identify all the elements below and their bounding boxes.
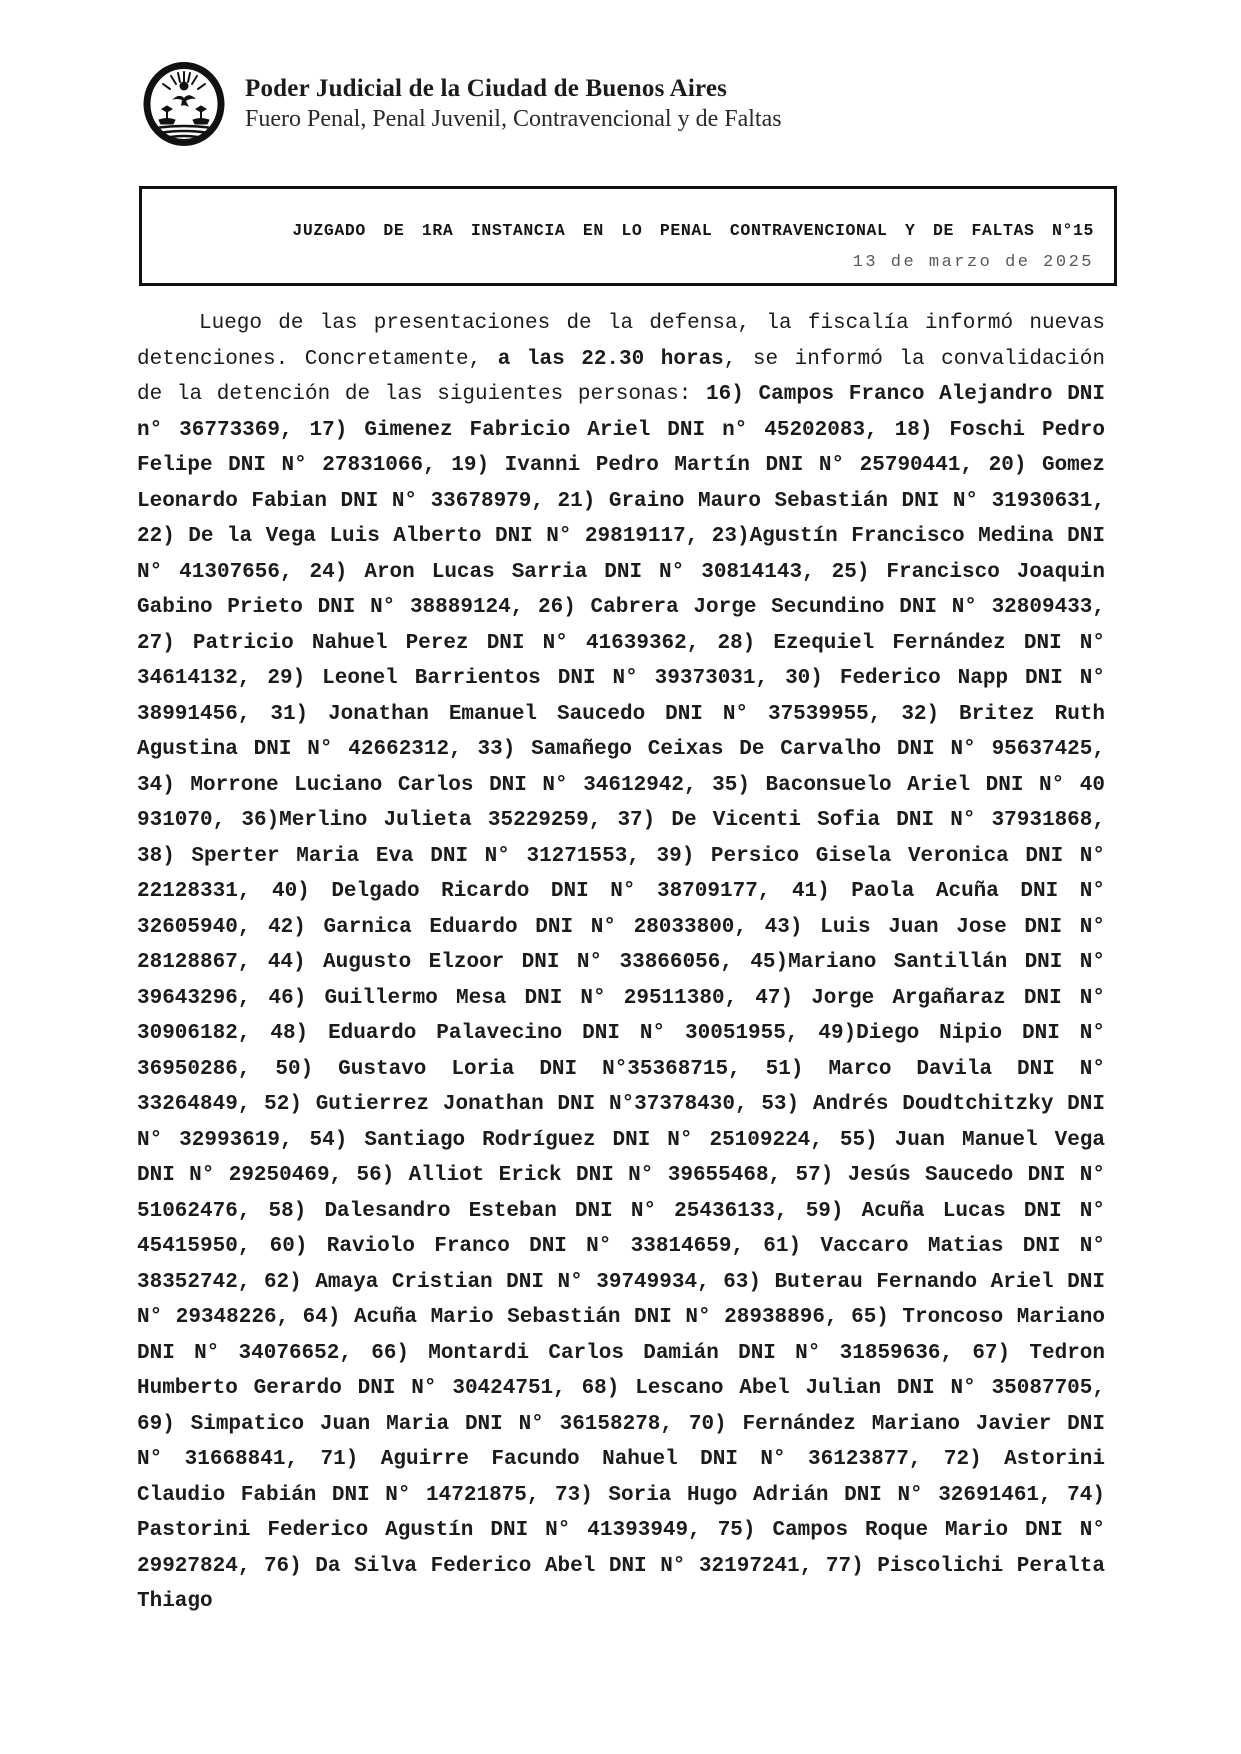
detainee-list: 16) Campos Franco Alejandro DNI n° 36773369, 17) Gimenez Fabricio Ariel DNI n° 45202083, 18) Foschi Pedro Felipe DNI N° 27831066, 19) Ivanni Pedro Martín DNI N° 25790441, 20) Gomez Leonardo Fabian DNI N° 33678979, 21) Graino Mauro Sebastián DNI N° 31930631, 22) De la Vega Luis Alberto DNI N° 29819117, 23)Agustín Francisco Medina DNI N° 41307656, 24) Aron Lucas Sarria DNI N° 30814143, 25) Francisco Joaquin Gabino Prieto DNI N° 38889124, 26) Cabrera Jorge Secundino DNI N° 32809433, 27) Patricio Nahuel Perez DNI N° 41639362, 28) Ezequiel Fernández DNI N° 34614132, 29) Leonel Barrientos DNI N° 39373031, 30) Federico Napp DNI N° 38991456, 31) Jonathan Emanuel Saucedo DNI N° 37539955, 32) Britez Ruth Agustina DNI N° 42662312, 33) Samañego Ceixas De Carvalho DNI N° 95637425, 34) Morrone Luciano Carlos DNI N° 34612942, 35) Baconsuelo Ariel DNI N° 40 931070, 36)Merlino Julieta 35229259, 37) De Vicenti Sofia DNI N° 37931868, 38) Sperter Maria Eva DNI N° 31271553, 39) Persico Gisela Veronica DNI N° 22128331, 40) Delgado Ricardo DNI N° 38709177, 41) Paola Acuña DNI N° 32605940, 42) Garnica Eduardo DNI N° 28033800, 43) Luis Juan Jose DNI N° 28128867, 44) Augusto Elzoor DNI N° 33866056, 45)Mariano Santillán DNI N° 39643296, 46) Guillermo Mesa DNI N° 29511380, 47) Jorge Argañaraz DNI N° 30906182, 48) Eduardo Palavecino DNI N° 30051955, 49)Diego Nipio DNI N° 36950286, 50) Gustavo Loria DNI N°35368715, 51) Marco Davila DNI N° 33264849, 52) Gutierrez Jonathan DNI N°37378430, 53) Andrés Doudtchitzky DNI N° 32993619, 54) Santiago Rodríguez DNI N° 25109224, 55) Juan Manuel Vega DNI N° 29250469, 56) Alliot Erick DNI N° 39655468, 57) Jesús Saucedo DNI N° 51062476, 58) Dalesandro Esteban DNI N° 25436133, 59) Acuña Lucas DNI N° 45415950, 60) Raviolo Franco DNI N° 33814659, 61) Vaccaro Matias DNI N° 38352742, 62) Amaya Cristian DNI N° 39749934, 63) Buterau Fernando Ariel DNI N° 29348226, 64) Acuña Mario Sebastián DNI N° 28938896, 65) Troncoso Mariano DNI N° 34076652, 66) Montardi Carlos Damián DNI N° 31859636, 67) Tedron Humberto Gerardo DNI N° 30424751, 68) Lescano Abel Julian DNI N° 35087705, 69) Simpatico Juan Maria DNI N° 36158278, 70) Fernández Mariano Javier DNI N° 31668841, 71) Aguirre Facundo Nahuel DNI N° 36123877, 72) Astorini Claudio Fabián DNI N° 14721875, 73) Soria Hugo Adrián DNI N° 32691461, 74) Pastorini Federico Agustín DNI N° 41393949, 75) Campos Roque Mario DNI N° 29927824, 76) Da Silva Federico Abel DNI N° 32197241, 77) Piscolichi Peralta Thiago (137, 383, 1105, 1613)
intro-text-1: Luego de las presentaciones de la defensa, la fiscalía informó nuevas detenciones. Concretamente, (137, 312, 1105, 371)
letterhead (143, 62, 782, 146)
court-name: JUZGADO DE 1RA INSTANCIA EN LO PENAL CONTRAVENCIONAL Y DE FALTAS N°15 (292, 221, 1094, 240)
time-highlight: a las 22.30 horas (497, 347, 724, 371)
body-paragraph (137, 306, 1105, 1620)
org-subtitle: Fuero Penal, Penal Juvenil, Contravencional y de Faltas (245, 106, 782, 132)
org-name: Poder Judicial de la Ciudad de Buenos Aires (245, 75, 728, 102)
coat-of-arms-icon (143, 62, 225, 146)
intro-text-2: , se informó la convalidación de la detención de las siguientes personas: (137, 347, 1105, 406)
document-body (137, 306, 1105, 1620)
org-text-block (245, 74, 782, 134)
notice-box (139, 186, 1117, 286)
notice-date: 13 de marzo de 2025 (852, 253, 1094, 272)
